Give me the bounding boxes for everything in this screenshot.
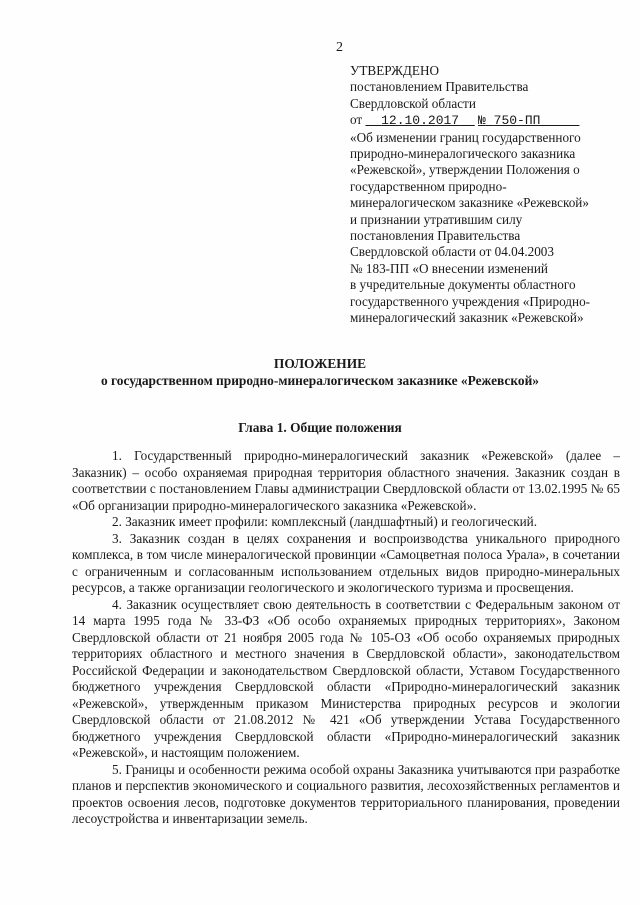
- approval-text-line: Свердловской области от 04.04.2003: [350, 244, 554, 260]
- paragraph-1: 1. Государственный природно-минералогический заказник «Режевской» (далее – Заказник) – особо охраняемая природная территория областного значения. Заказник создан в соответствии с постановлением Главы администрации Свердловской области от 13.02.1995 № 65 «Об организации природно-минералогического заказника «Режевской».: [72, 448, 620, 513]
- approval-text-line: минералогическом заказнике «Режевской»: [350, 195, 589, 211]
- approval-text-line: минералогический заказник «Режевской»: [350, 310, 584, 326]
- approval-text-line: природно-минералогического заказника: [350, 146, 576, 162]
- page-number: 2: [336, 40, 343, 55]
- approval-number: [478, 113, 579, 128]
- approval-date-line: [350, 112, 620, 129]
- paragraph-3: 3. Заказник создан в целях сохранения и воспроизводства уникального природного комплекса, в том числе минералогической провинции «Самоцветная полоса Урала», в сочетании с ограниченным и согласованным использованием отдельных видов природно-минеральных ресурсов, а также организации геологического и экологического туризма и просвещения.: [72, 530, 620, 595]
- paragraph-4: 4. Заказник осуществляет свою деятельность в соответствии с Федеральным законом от 14 марта 1995 года № 33-ФЗ «Об особо охраняемых природных территориях», Законом Свердловской области от 21 ноября 2005 года № 105-ОЗ «Об особо охраняемых природных территориях областного и местного значения в Свердловской области», законодательством Российской Федерации и законодательством Свердловской области, Уставом Государственного бюджетного учреждения Свердловской области «Природно-минералогический заказник «Режевской», утвержденным приказом Министерства природных ресурсов и экологии Свердловской области от 21.08.2012 № 421 «Об утверждении Устава Государственного бюджетного учреждения Свердловской области «Природно-минералогический заказник «Режевской», и настоящим положением.: [72, 596, 620, 760]
- approval-block: [350, 63, 620, 327]
- chapter-heading: Глава 1. Общие положения: [238, 420, 402, 435]
- paragraph-5: 5. Границы и особенности режима особой охраны Заказника учитываются при разработке планов и перспектив экономического и социального развития, лесохозяйственных регламентов и проектов освоения лесов, подготовке документов территориального планирования, проведении лесоустройства и инвентаризации земель.: [72, 761, 620, 826]
- number-prefix: №: [478, 113, 486, 129]
- approval-line-1: постановлением Правительства: [350, 79, 529, 95]
- approval-heading: УТВЕРЖДЕНО: [350, 63, 440, 78]
- document-body: [72, 448, 620, 828]
- approval-text-line: постановления Правительства: [350, 228, 521, 244]
- approval-date-value: 12.10.2017: [381, 113, 460, 129]
- approval-line-2: Свердловской области: [350, 95, 476, 111]
- date-prefix: от: [350, 112, 363, 128]
- approval-text-line: в учредительные документы областного: [350, 277, 576, 293]
- approval-date: [365, 113, 474, 128]
- approval-text-line: государственного учреждения «Природно-: [350, 293, 591, 309]
- paragraph-2: 2. Заказник имеет профили: комплексный (ландшафтный) и геологический.: [112, 514, 538, 529]
- document-title: ПОЛОЖЕНИЕ: [273, 356, 367, 371]
- approval-text-line: «Режевской», утверждении Положения о: [350, 162, 580, 178]
- approval-text-line: № 183-ПП «О внесении изменений: [350, 260, 548, 276]
- approval-text-line: государственном природно-: [350, 178, 507, 194]
- approval-number-value: 750-ПП: [493, 113, 541, 129]
- approval-text-line: и признании утратившим силу: [350, 211, 523, 227]
- approval-text-line: «Об изменении границ государственного: [350, 129, 581, 145]
- document-subtitle: о государственном природно-минералогическом заказнике «Режевской»: [100, 373, 539, 388]
